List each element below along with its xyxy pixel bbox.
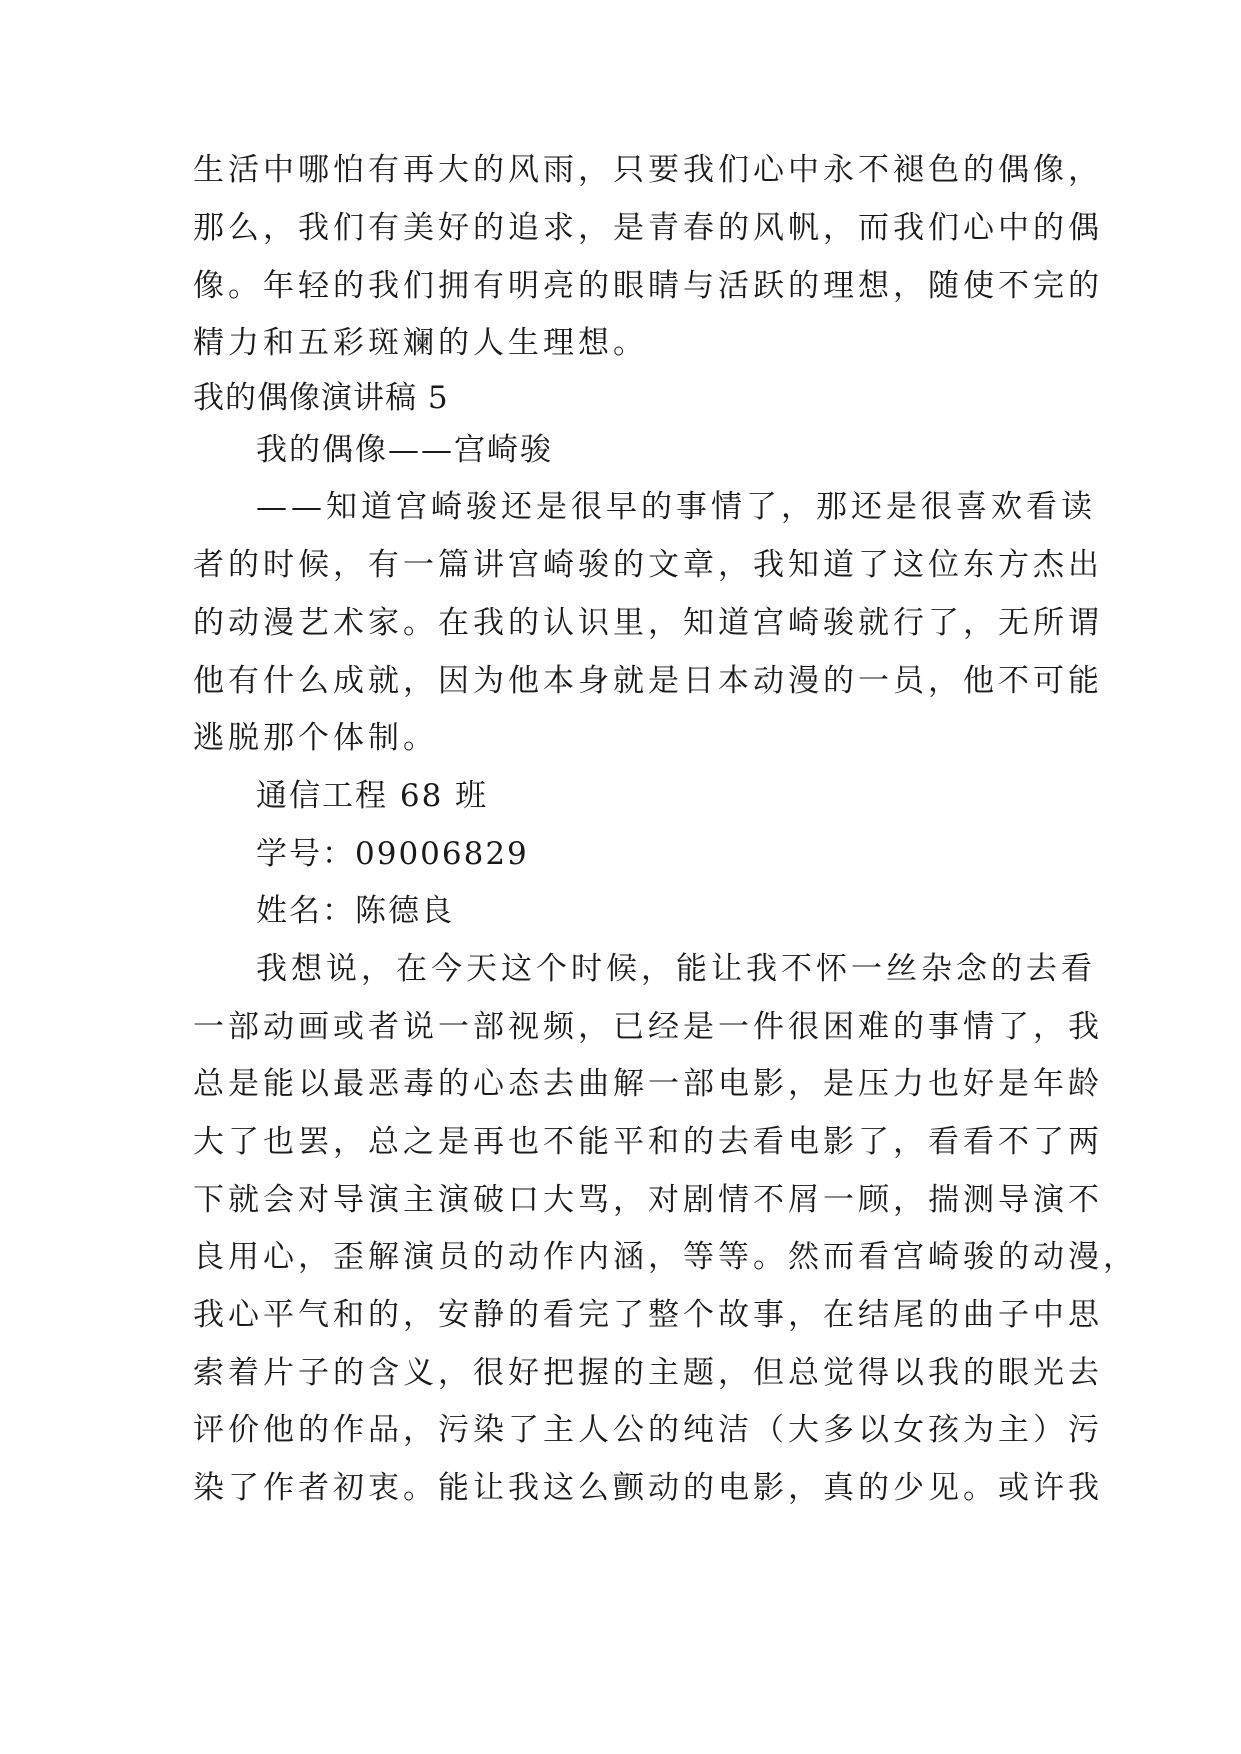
paragraph-line: 良用心，歪解演员的动作内涵，等等。然而看宫崎骏的动漫， bbox=[193, 1239, 1138, 1275]
paragraph-line: 生活中哪怕有再大的风雨，只要我们心中永不褪色的偶像， bbox=[193, 152, 1103, 188]
paragraph-line: 我心平气和的，安静的看完了整个故事，在结尾的曲子中思 bbox=[193, 1297, 1103, 1333]
paragraph-line: 者的时候，有一篇讲宫崎骏的文章，我知道了这位东方杰出 bbox=[193, 547, 1103, 583]
paragraph-line: 像。年轻的我们拥有明亮的眼睛与活跃的理想，随使不完的 bbox=[193, 268, 1103, 304]
paragraph-line: 精力和五彩斑斓的人生理想。 bbox=[193, 325, 648, 361]
speech-title: 我的偶像——宫崎骏 bbox=[256, 432, 553, 468]
paragraph-line: 评价他的作品，污染了主人公的纯洁（大多以女孩为主）污 bbox=[193, 1412, 1103, 1448]
section-title: 我的偶像演讲稿 5 bbox=[193, 380, 449, 416]
class-info: 通信工程 68 班 bbox=[256, 778, 489, 814]
paragraph-line: 索着片子的含义，很好把握的主题，但总觉得以我的眼光去 bbox=[193, 1355, 1103, 1391]
paragraph-line: 的动漫艺术家。在我的认识里，知道宫崎骏就行了，无所谓 bbox=[193, 605, 1103, 641]
paragraph-line: 那么，我们有美好的追求，是青春的风帆，而我们心中的偶 bbox=[193, 210, 1103, 246]
student-name: 姓名：陈德良 bbox=[256, 893, 454, 929]
paragraph-line: 一部动画或者说一部视频，已经是一件很困难的事情了，我 bbox=[193, 1009, 1103, 1045]
paragraph-line: 下就会对导演主演破口大骂，对剧情不屑一顾，揣测导演不 bbox=[193, 1182, 1103, 1218]
paragraph-line: 大了也罢，总之是再也不能平和的去看电影了，看看不了两 bbox=[193, 1124, 1103, 1160]
paragraph-line: 染了作者初衷。能让我这么颤动的电影，真的少见。或许我 bbox=[193, 1470, 1103, 1506]
paragraph-line: 总是能以最恶毒的心态去曲解一部电影，是压力也好是年龄 bbox=[193, 1066, 1103, 1102]
paragraph-line: 逃脱那个体制。 bbox=[193, 720, 438, 756]
student-id: 学号：09006829 bbox=[256, 836, 529, 872]
paragraph-line: 他有什么成就，因为他本身就是日本动漫的一员，他不可能 bbox=[193, 663, 1103, 699]
paragraph-line: 我想说，在今天这个时候，能让我不怀一丝杂念的去看 bbox=[256, 951, 1096, 987]
paragraph-line: ——知道宫崎骏还是很早的事情了，那还是很喜欢看读 bbox=[256, 489, 1096, 525]
